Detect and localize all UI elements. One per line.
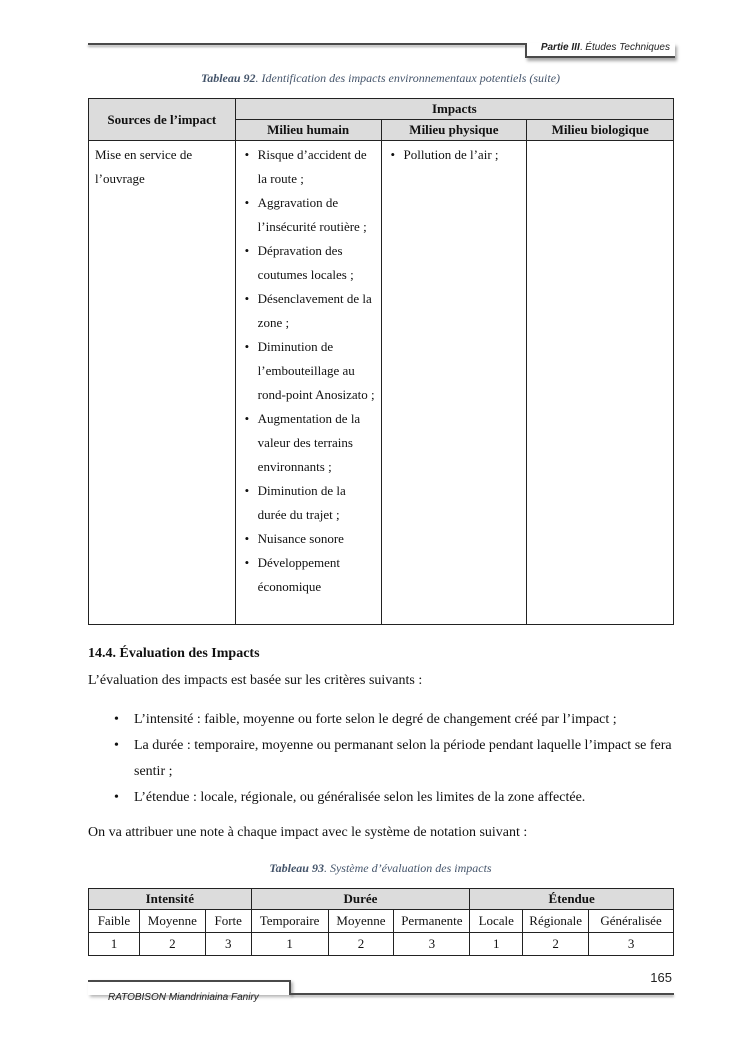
list-item: • L’étendue : locale, régionale, ou généralisée selon les limites de la zone affectée. (112, 785, 674, 811)
header-rule (88, 43, 525, 45)
group-header-duree: Durée (251, 889, 470, 910)
list-item: • Augmentation de la valeur des terrains environnants ; (242, 407, 376, 479)
list-item: • Diminution de la durée du trajet ; (242, 479, 376, 527)
level-cell: Temporaire (251, 910, 328, 933)
score-cell: 1 (89, 933, 140, 956)
running-header: Partie III. Études Techniques (540, 42, 670, 53)
group-header-intensite: Intensité (89, 889, 252, 910)
impact-scoring-table (88, 888, 674, 956)
col-header-physique: Milieu physique (381, 120, 527, 141)
score-cell: 1 (251, 933, 328, 956)
table93-caption-label: Tableau 93 (269, 861, 324, 875)
table-row (89, 141, 674, 625)
cell-biologique (527, 141, 674, 625)
page-number: 165 (650, 970, 672, 985)
physique-impacts-list (388, 143, 522, 167)
footer-author: RATOBISON Miandriniaina Faniry (108, 992, 259, 1003)
score-cell: 1 (470, 933, 523, 956)
group-header-etendue: Étendue (470, 889, 674, 910)
score-cell: 2 (523, 933, 589, 956)
level-cell: Moyenne (328, 910, 394, 933)
col-header-humain: Milieu humain (235, 120, 381, 141)
list-item: • L’intensité : faible, moyenne ou forte selon le degré de changement créé par l’impact ; (112, 707, 674, 733)
table-row (89, 910, 674, 933)
table93-caption-text: . Système d’évaluation des impacts (323, 861, 492, 875)
level-cell: Permanente (394, 910, 470, 933)
cell-humain (235, 141, 381, 625)
level-cell: Généralisée (589, 910, 674, 933)
level-cell: Moyenne (139, 910, 205, 933)
header-part-label: Partie III (540, 42, 580, 53)
list-item: • Dépravation des coutumes locales ; (242, 239, 376, 287)
table93-caption (88, 861, 673, 876)
level-cell: Forte (205, 910, 251, 933)
section-outro: On va attribuer une note à chaque impact avec le système de notation suivant : (88, 825, 528, 840)
cell-source: Mise en service de l’ouvrage (89, 141, 236, 625)
section-intro: L’évaluation des impacts est basée sur les critères suivants : (88, 673, 423, 688)
header-part-title: Études Techniques (585, 42, 670, 53)
score-cell: 2 (139, 933, 205, 956)
score-cell: 3 (205, 933, 251, 956)
list-item: • Pollution de l’air ; (388, 143, 522, 167)
list-item: • Nuisance sonore (242, 527, 376, 551)
footer-rule (291, 993, 674, 995)
humain-impacts-list (242, 143, 376, 599)
score-cell: 3 (394, 933, 470, 956)
list-item: • Aggravation de l’insécurité routière ; (242, 191, 376, 239)
list-item: • La durée : temporaire, moyenne ou permanant selon la période pendant laquelle l’impact se fera sentir ; (112, 733, 674, 785)
level-cell: Locale (470, 910, 523, 933)
section-title: 14.4. Évaluation des Impacts (88, 646, 260, 661)
level-cell: Faible (89, 910, 140, 933)
table92-caption-label: Tableau 92 (200, 71, 256, 85)
list-item: • Diminution de l’embouteillage au rond-point Anosizato ; (242, 335, 376, 407)
score-cell: 3 (589, 933, 674, 956)
score-cell: 2 (328, 933, 394, 956)
col-header-biologique: Milieu biologique (527, 120, 674, 141)
cell-physique (381, 141, 527, 625)
table-row (89, 933, 674, 956)
list-item: • Développement économique (242, 551, 376, 599)
table92-caption (88, 71, 673, 86)
col-header-impacts: Impacts (235, 99, 673, 120)
list-item: • Risque d’accident de la route ; (242, 143, 376, 191)
list-item: • Désenclavement de la zone ; (242, 287, 376, 335)
table92-caption-text: . Identification des impacts environnementaux potentiels (suite) (255, 71, 561, 85)
level-cell: Régionale (523, 910, 589, 933)
impacts-identification-table (88, 98, 674, 625)
criteria-list (112, 707, 674, 811)
col-header-sources: Sources de l’impact (89, 99, 236, 141)
